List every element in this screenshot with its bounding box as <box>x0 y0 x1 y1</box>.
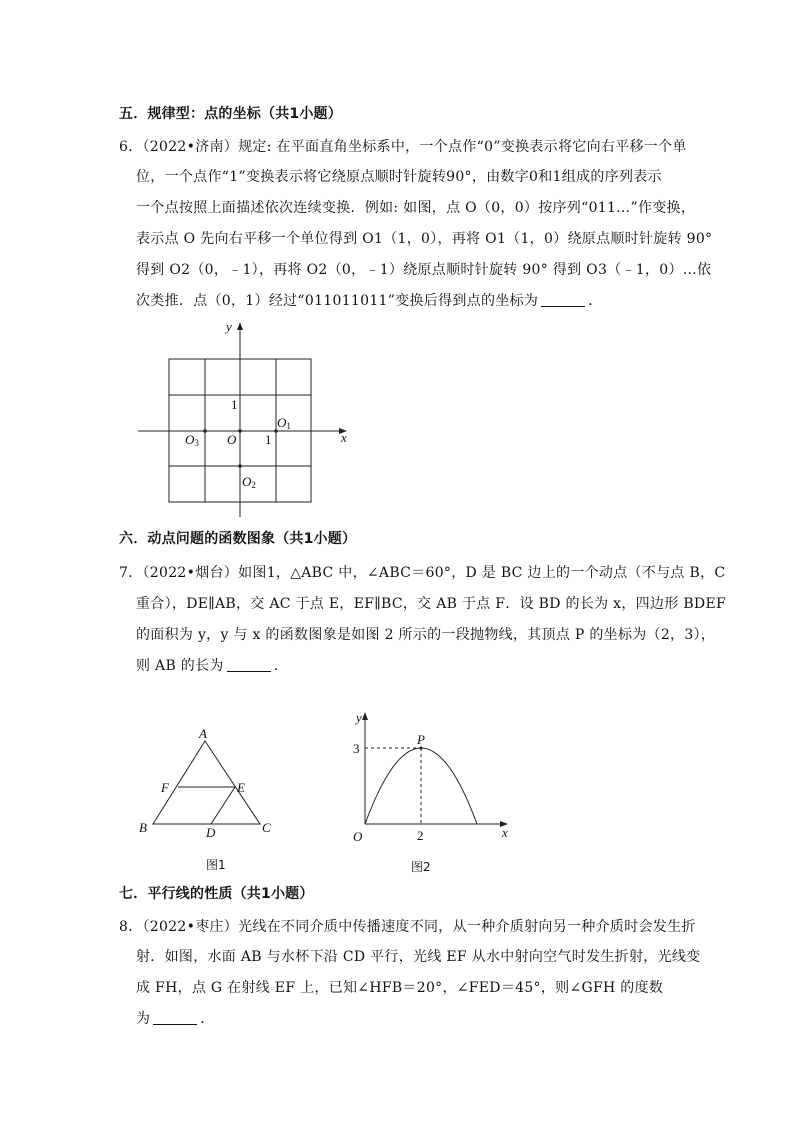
point-o3 <box>203 429 207 433</box>
fig2-tick-2: 2 <box>417 828 424 843</box>
q7-figure-1 <box>130 720 290 850</box>
q8-end: ． <box>200 1011 215 1027</box>
answer-blank-q7[interactable] <box>227 659 271 672</box>
q6-line-5: 得到 O2（0，﹣1），再将 O2（0，﹣1）绕原点顺时针旋转 90° 得到 O3（﹣1，0）…依 <box>136 262 712 278</box>
q7-line-4: 则 AB 的长为 <box>136 658 224 674</box>
caption-fig2: 图2 <box>411 860 431 874</box>
q8-line-1: 8．（2022•枣庄）光线在不同介质中传播速度不同，从一种介质射向另一种介质时会发生折 <box>119 919 696 935</box>
fig2-y-label: y <box>356 710 362 725</box>
label-c: C <box>262 820 271 835</box>
q6-end: ． <box>588 293 603 309</box>
q6-coordinate-figure <box>160 318 360 523</box>
label-a: A <box>199 726 207 741</box>
tick-1-y: 1 <box>231 397 238 412</box>
q6-line-6: 次类推．点（0，1）经过“011011011”变换后得到点的坐标为 <box>136 293 539 309</box>
point-o2 <box>238 464 242 468</box>
label-f: F <box>161 780 169 795</box>
q8-line-2: 射．如图，水面 AB 与水杯下沿 CD 平行，光线 EF 从水中射向空气时发生折射，光线变 <box>136 949 701 965</box>
q7-line-3: 的面积为 y，y 与 x 的函数图象是如图 2 所示的一段抛物线，其顶点 P 的坐标为（2，3）， <box>136 627 716 643</box>
label-o1: O1 <box>277 415 291 431</box>
fig2-tick-3: 3 <box>353 741 360 756</box>
q8-line-3: 成 FH，点 G 在射线 EF 上，已知∠HFB＝20°，∠FED＝45°，则∠GFH 的度数 <box>136 980 664 996</box>
q7-line-4-wrap <box>136 655 288 675</box>
q7-figure-2 <box>340 705 520 850</box>
q7-line-2: 重合），DE∥AB，交 AC 于点 E，EF∥BC，交 AB 于点 F．设 BD 的长为 x，四边形 BDEF <box>136 596 726 612</box>
q6-line-4: 表示点 O 先向右平移一个单位得到 O1（1，0），再将 O1（1，0）绕原点顺时针旋转 90° <box>136 231 713 247</box>
x-axis-label: x <box>341 430 347 445</box>
q8-line-4: 为 <box>136 1011 151 1027</box>
section-title-5: 五．规律型：点的坐标（共1小题） <box>119 106 342 122</box>
label-b: B <box>139 820 147 835</box>
y-axis-label: y <box>226 319 232 334</box>
y-axis-arrow <box>237 322 243 330</box>
label-o2: O2 <box>242 474 256 490</box>
q6-line-6-wrap <box>136 290 603 310</box>
label-e: E <box>237 780 245 795</box>
fig2-y-arrow <box>362 712 368 720</box>
section-title-6: 六．动点问题的函数图象（共1小题） <box>119 531 357 547</box>
tick-1-x: 1 <box>265 432 272 447</box>
answer-blank-q6[interactable] <box>541 294 585 307</box>
answer-blank-q8[interactable] <box>153 1012 197 1025</box>
fig2-x-label: x <box>502 825 508 840</box>
q6-line-3: 一个点按照上面描述依次连续变换．例如: 如图，点 O（0，0）按序列“011…”作变换， <box>136 200 696 216</box>
section-title-7: 七．平行线的性质（共1小题） <box>119 886 314 902</box>
label-o: O <box>227 432 237 447</box>
q6-line-2: 位，一个点作“1”变换表示将它绕原点顺时针旋转90°，由数字0和1组成的序列表示 <box>136 169 662 185</box>
fig2-origin: O <box>353 829 363 844</box>
q8-line-4-wrap <box>136 1008 215 1028</box>
q7-end: ． <box>273 658 289 674</box>
caption-fig1: 图1 <box>206 858 226 872</box>
fig2-label-p: P <box>417 732 425 747</box>
q7-line-1: 7．（2022•烟台）如图1，△ABC 中，∠ABC＝60°，D 是 BC 边上的一个动点（不与点 B，C <box>119 565 726 581</box>
label-d: D <box>206 825 216 840</box>
q6-line-1: 6．（2022•济南）规定: 在平面直角坐标系中，一个点作“0”变换表示将它向右平移一个单 <box>119 139 687 155</box>
segment-de <box>211 787 235 824</box>
label-o3: O3 <box>185 432 199 448</box>
point-o <box>238 429 242 433</box>
